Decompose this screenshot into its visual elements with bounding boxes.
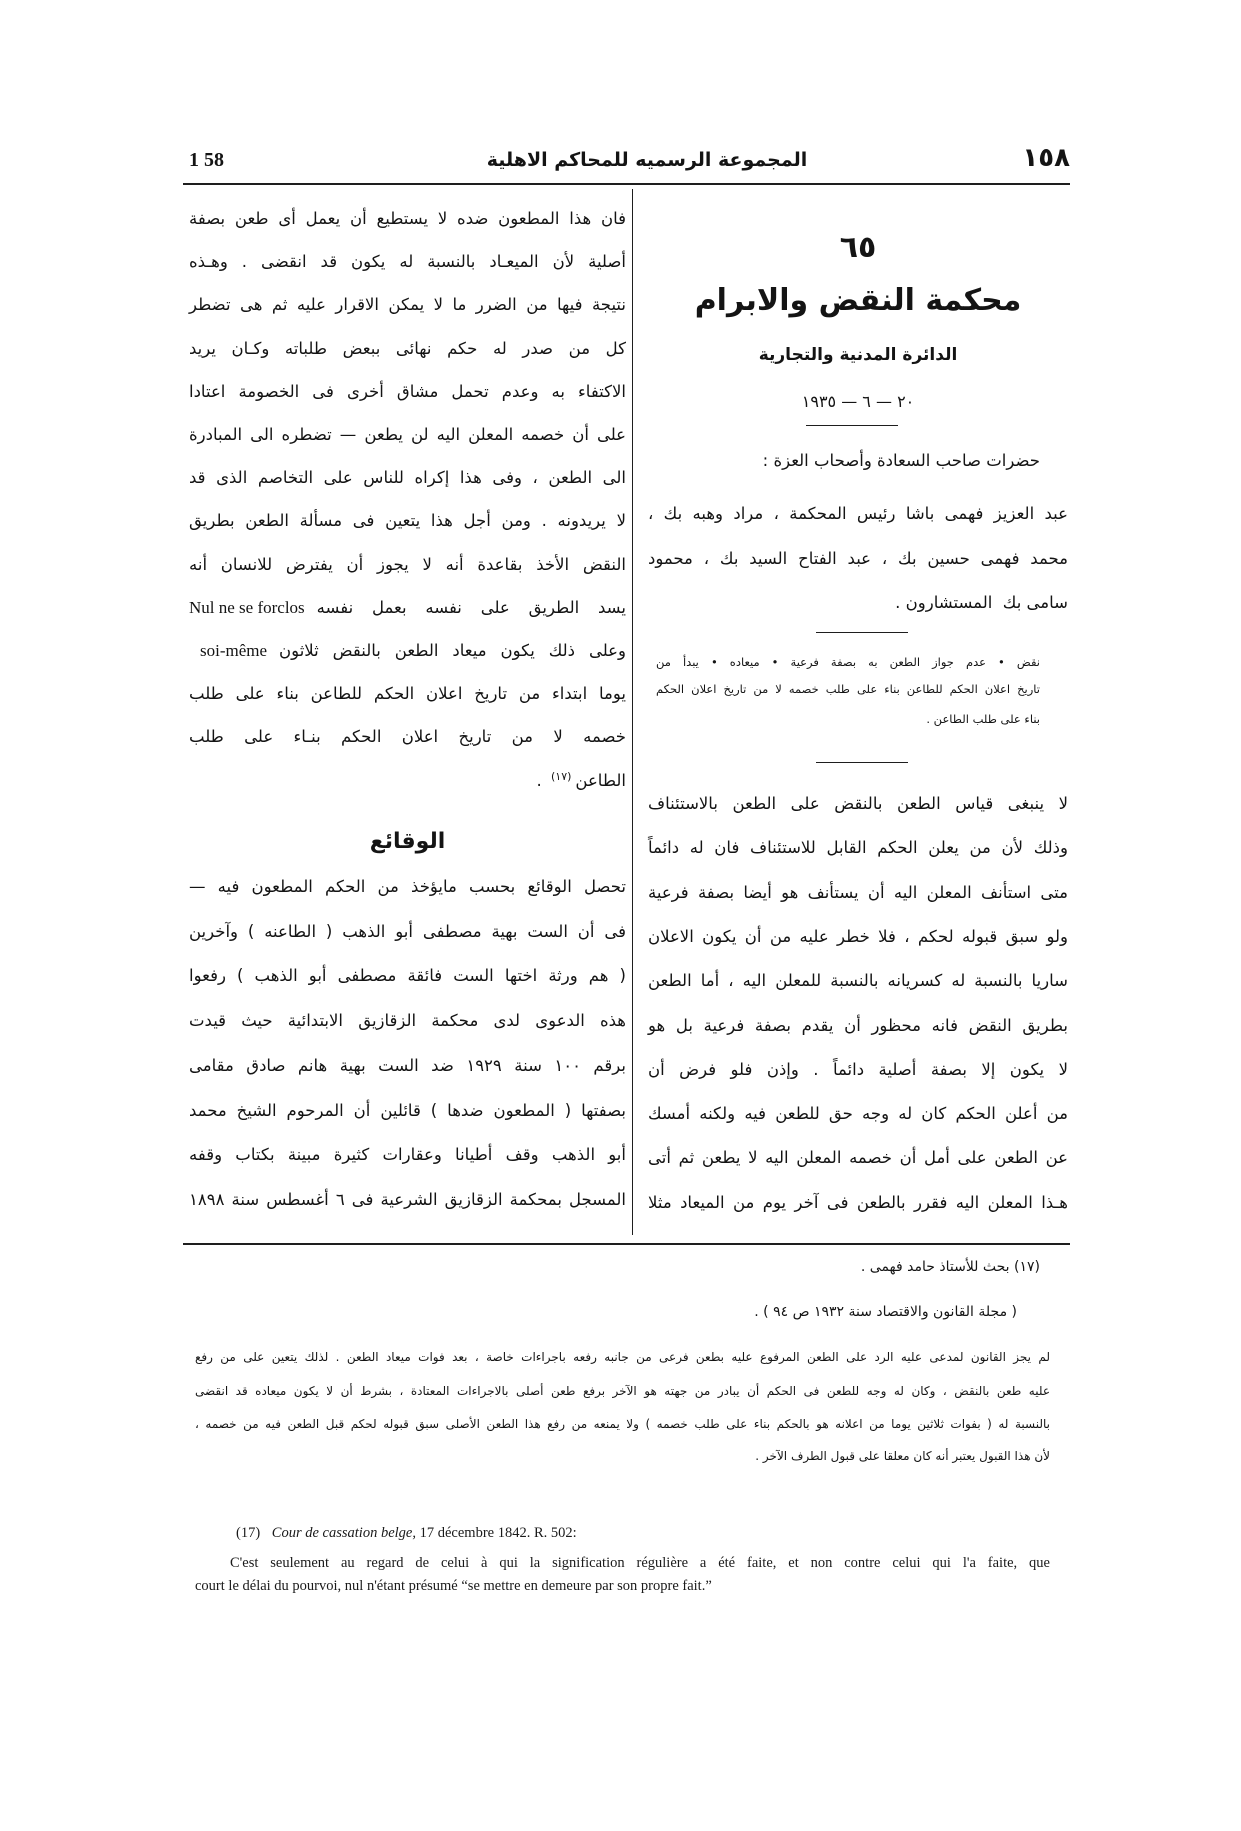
footnote-note-line: عليه طعن بالنقض ، وكان له وجه للطعن فى الحكم أن يبادر من جهته هو الآخر برفع طعن أصلى بالاجراءات المعتادة ، بشرط أن لا يكون ميعاده قد انقضى bbox=[195, 1384, 1050, 1398]
footnote-note-line: بالنسبة له ( بفوات ثلاثين يوما من اعلانه هو بالحكم بناء على طلب خصمه ) ولا يمنعه من رفع هذا الطعن الأصلى سبق قبوله لحكم قبل الطعن فيه من خصمه ، bbox=[195, 1417, 1050, 1431]
footnote-note-line: لأن هذا القبول يعتبر أنه كان معلقا على قبول الطرف الآخر . bbox=[755, 1449, 1050, 1463]
body-line: لا يكون إلا بصفة أصلية دائماً . وإذن فلو فرض أن bbox=[648, 1060, 1068, 1079]
line-arabic-text: وعلى ذلك يكون ميعاد الطعن بالنقض ثلاثون bbox=[279, 641, 626, 660]
facts-line: المسجل بمحكمة الزقازيق الشرعية فى ٦ أغسطس سنة ١٨٩٨ bbox=[189, 1190, 627, 1209]
facts-line: تحصل الوقائع بحسب مايؤخذ من الحكم المطعون فيه — bbox=[189, 877, 626, 896]
facts-line: ( هم ورثة اختها الست فائقة مصطفى أبو الذهب ) رفعوا bbox=[189, 966, 626, 985]
footnote-rule bbox=[183, 1243, 1070, 1245]
citation-court: Cour de cassation belge, bbox=[271, 1525, 416, 1541]
body-line: من أعلن الحكم كان له وجه حق للطعن فيه ولكنه أمسك bbox=[648, 1104, 1068, 1123]
column-divider bbox=[632, 189, 633, 1235]
body-line: بطريق النقض فانه محظور أن يقدم بصفة فرعية بل هو bbox=[648, 1016, 1068, 1035]
line-arabic-text: الطاعن bbox=[575, 771, 626, 790]
french-phrase: Nul ne se forclos bbox=[189, 598, 305, 617]
footnote-ref: (١٧) بحث للأستاذ حامد فهمى . bbox=[860, 1259, 1040, 1275]
footnote-note-line: لم يجز القانون لمدعى عليه الرد على الطعن المرفوع عليه بطعن فرعى من جانبه رفعه باجراءات خاصة ، بعد فوات ميعاد الطعن . لذلك يتعين على من رفع bbox=[195, 1350, 1050, 1364]
left-column-line: يوما ابتداء من تاريخ اعلان الحكم للطاعن بناء على طلب bbox=[189, 684, 626, 703]
bench-intro: حضرات صاحب السعادة وأصحاب العزة : bbox=[762, 451, 1040, 470]
left-column-line bbox=[189, 638, 626, 664]
citation-reference: 17 décembre 1842. R. 502: bbox=[419, 1525, 577, 1541]
french-line: court le délai du pourvoi, nul n'étant présumé “se mettre en demeure par son propre fait.” bbox=[195, 1578, 712, 1594]
body-line: متى استأنف المعلن اليه أن يستأنف هو أيضا بصفة فرعية bbox=[648, 883, 1068, 902]
header-rule bbox=[183, 183, 1070, 185]
judgment-date: ٢٠ — ٦ — ١٩٣٥ bbox=[801, 392, 915, 411]
running-title: المجموعة الرسميه للمحاكم الاهلية bbox=[486, 149, 808, 171]
body-line: لا ينبغى قياس الطعن بالنقض على الطعن بالاستئناف bbox=[648, 794, 1068, 813]
facts-line: فى أن الست بهية مصطفى أبو الذهب ( الطاعنه ) وآخرين bbox=[189, 922, 626, 941]
left-column-line: كل من صدر له حكم نهائى ببعض طلباته وكـان يريد bbox=[189, 339, 626, 358]
page-number-latin: 1 58 bbox=[189, 149, 224, 171]
footnote-marker: (١٧) bbox=[550, 769, 572, 783]
facts-line: بصفتها ( المطعون ضدها ) قائلين أن المرحوم الشيخ محمد bbox=[189, 1101, 626, 1120]
facts-line: هذه الدعوى لدى محكمة الزقازيق الابتدائية حيث قيدت bbox=[189, 1011, 626, 1030]
left-column-line: الاكتفاء به وعدم تحمل مشاق أخرى فى الخصومة اعتادا bbox=[189, 382, 626, 401]
left-column-line: أصلية لأن الميعـاد بالنسبة له يكون قد انقضى . وهـذه bbox=[189, 252, 626, 271]
summary-rule bbox=[816, 762, 908, 763]
court-name: محكمة النقض والابرام bbox=[694, 283, 1022, 318]
left-column-line: لا يريدونه . ومن أجل هذا يتعين فى مسألة الطعن بطريق bbox=[189, 511, 626, 530]
citation-number: (17) bbox=[236, 1525, 261, 1541]
bench-line: محمد فهمى حسين بك ، عبد الفتاح السيد بك ، محمود bbox=[648, 549, 1068, 568]
left-column-line: على أن خصمه المعلن اليه لن يطعن — تضطره الى المبادرة bbox=[189, 425, 626, 444]
left-column-line: خصمه لا من تاريخ اعلان الحكم بنـاء على طلب bbox=[189, 727, 626, 746]
body-line: ولو سبق قبوله لحكم ، فلا خطر عليه من أن يكون الاعلان bbox=[648, 927, 1068, 946]
french-phrase: soi-même bbox=[200, 641, 268, 660]
bench-line: سامى بك المستشارون . bbox=[895, 593, 1068, 612]
body-line: هـذا المعلن اليه فقرر بالطعن فى آخر يوم من الميعاد مثلا bbox=[648, 1193, 1068, 1212]
line-arabic-text: يسد الطريق على نفسه بعمل نفسه bbox=[316, 598, 626, 617]
body-line: ساريا بالنسبة له كسريانه بالنسبة للمعلن اليه ، أما الطعن bbox=[648, 971, 1068, 990]
summary-line: بناء على طلب الطاعن . bbox=[926, 712, 1040, 726]
left-column-line: نتيجة فيها من الضرر ما لا يمكن الاقرار عليه ثم هى تضطر bbox=[189, 295, 626, 314]
left-column-line: الى الطعن ، وفى هذا إكراه للناس على التخاصم الذى قد bbox=[189, 468, 626, 487]
body-line: عن الطعن على أمل أن خصمه المعلن اليه لا يطعن ثم أتى bbox=[648, 1148, 1068, 1167]
case-number: ٦٥ bbox=[839, 230, 877, 265]
french-citation bbox=[236, 1523, 936, 1543]
heading-rule bbox=[806, 425, 898, 426]
left-column-line: النقض الأخذ بقاعدة أنه لا يجوز أن يفترض للانسان أنه bbox=[189, 555, 626, 574]
facts-line: أبو الذهب وقف أطيانا وعقارات كثيرة مبينة بكتاب وقفه bbox=[189, 1145, 626, 1164]
french-line: C'est seulement au regard de celui à qui la signification régulière a été faite, et non contre celui qui l'a faite, que bbox=[230, 1555, 1050, 1571]
line-end-punctuation: . bbox=[536, 771, 542, 790]
bench-line: عبد العزيز فهمى باشا رئيس المحكمة ، مراد وهبه بك ، bbox=[648, 504, 1068, 523]
facts-heading: الوقائع bbox=[369, 829, 446, 854]
chamber-name: الدائرة المدنية والتجارية bbox=[758, 345, 958, 365]
left-column-line bbox=[189, 768, 626, 794]
left-column-line: فان هذا المطعون ضده لا يستطيع أن يعمل أى طعن بصفة bbox=[189, 209, 626, 228]
facts-line: برقم ١٠٠ سنة ١٩٢٩ ضد الست بهية هانم صادق مقامى bbox=[189, 1056, 627, 1075]
bench-rule bbox=[816, 632, 908, 633]
summary-line: نقض • عدم جواز الطعن به بصفة فرعية • ميعاده • يبدأ من bbox=[656, 655, 1040, 669]
summary-line: تاريخ اعلان الحكم للطاعن بناء على طلب خصمه لا من تاريخ اعلان الحكم bbox=[656, 682, 1040, 696]
footnote-ref: ( مجلة القانون والاقتصاد سنة ١٩٣٢ ص ٩٤ ) . bbox=[754, 1304, 1017, 1320]
page-number-arabic: ١٥٨ bbox=[1022, 143, 1070, 173]
body-line: وذلك لأن من يعلن الحكم القابل للاستئناف فان له دائماً bbox=[648, 838, 1068, 857]
left-column-line bbox=[189, 595, 626, 621]
